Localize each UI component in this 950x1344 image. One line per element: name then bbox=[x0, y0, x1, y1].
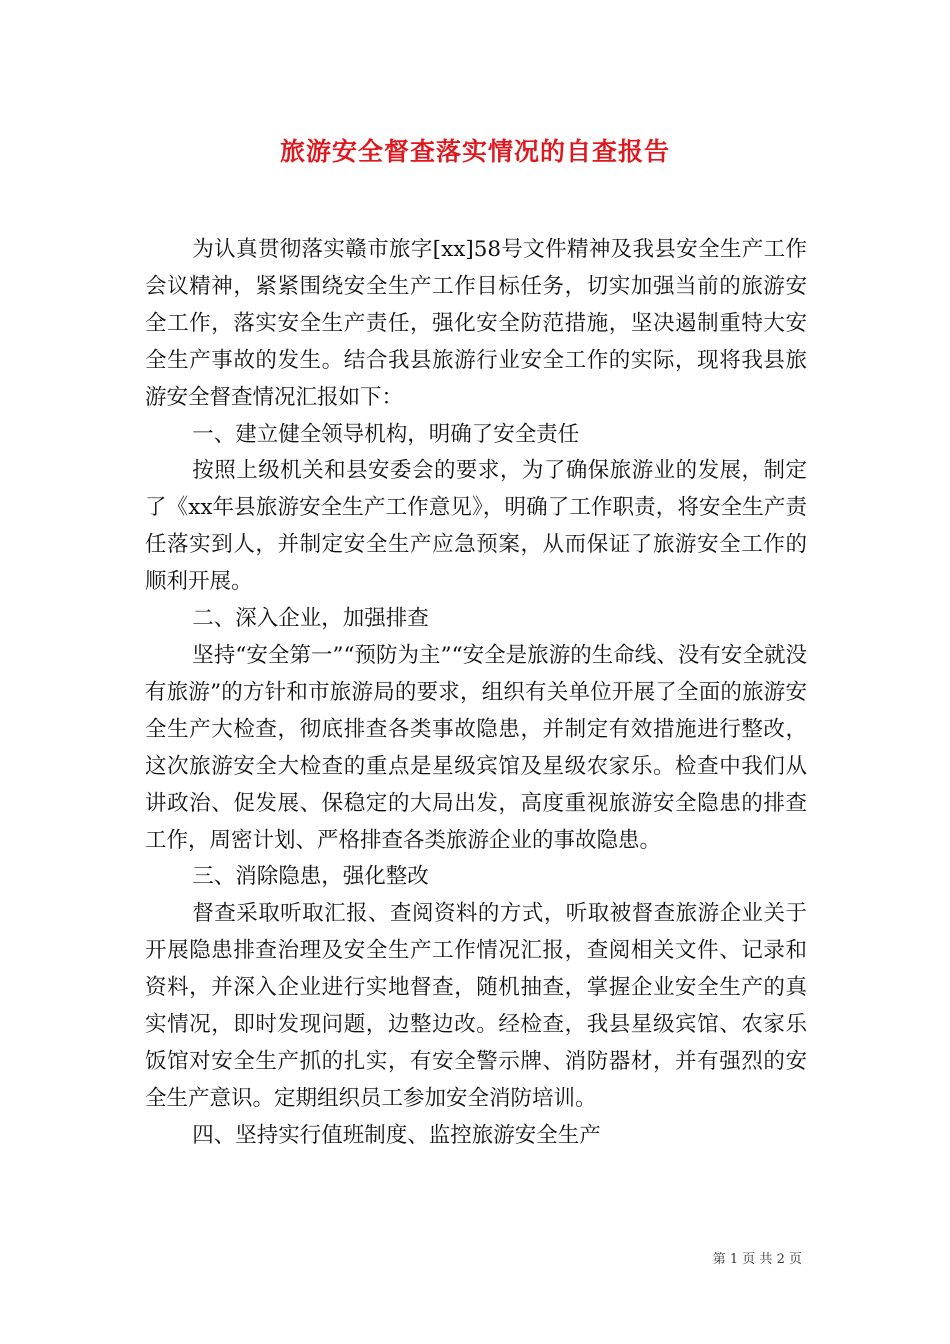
footer-total-pages: 2 bbox=[776, 1252, 785, 1267]
page-number-footer bbox=[713, 1248, 802, 1267]
document-body bbox=[145, 232, 807, 1155]
footer-suffix: 页 bbox=[788, 1252, 802, 1267]
section-paragraph-3: 督查采取听取汇报、查阅资料的方式，听取被督查旅游企业关于开展隐患排查治理及安全生产工作情况汇报，查阅相关文件、记录和资料，并深入企业进行实地督查，随机抽查，掌握企业安全生产的真实情况，即时发现问题，边整边改。经检查，我县星级宾馆、农家乐饭馆对安全生产抓的扎实，有安全警示牌、消防器材，并有强烈的安全生产意识。定期组织员工参加安全消防培训。 bbox=[145, 901, 807, 1111]
footer-current-page: 1 bbox=[729, 1252, 739, 1267]
section-heading-4: 四、坚持实行值班制度、监控旅游安全生产 bbox=[192, 1122, 601, 1148]
footer-middle: 页 共 bbox=[742, 1252, 773, 1267]
intro-paragraph: 为认真贯彻落实赣市旅字[xx]58号文件精神及我县安全生产工作会议精神，紧紧围绕安全生产工作目标任务，切实加强当前的旅游安全工作，落实安全生产责任，强化安全防范措施，坚决遏制重特大安全生产事故的发生。结合我县旅游行业安全工作的实际，现将我县旅游安全督查情况汇报如下： bbox=[145, 237, 807, 410]
section-paragraph-2: 坚持“安全第一”“预防为主”“安全是旅游的生命线、没有安全就没有旅游”的方针和市旅游局的要求，组织有关单位开展了全面的旅游安全生产大检查，彻底排查各类事故隐患，并制定有效措施进行整改，这次旅游安全大检查的重点是星级宾馆及星级农家乐。检查中我们从讲政治、促发展、保稳定的大局出发，高度重视旅游安全隐患的排查工作，周密计划、严格排查各类旅游企业的事故隐患。 bbox=[145, 642, 807, 853]
section-heading-1: 一、建立健全领导机构，明确了安全责任 bbox=[192, 421, 580, 447]
footer-prefix: 第 bbox=[712, 1252, 726, 1267]
section-heading-3: 三、消除隐患，强化整改 bbox=[192, 864, 429, 890]
section-paragraph-1: 按照上级机关和县安委会的要求，为了确保旅游业的发展，制定了《xx年县旅游安全生产工作意见》，明确了工作职责，将安全生产责任落实到人，并制定安全生产应急预案，从而保证了旅游安全工作的顺利开展。 bbox=[145, 458, 807, 595]
document-title: 旅游安全督查落实情况的自查报告 bbox=[279, 137, 670, 166]
section-heading-2: 二、深入企业，加强排查 bbox=[192, 606, 429, 632]
